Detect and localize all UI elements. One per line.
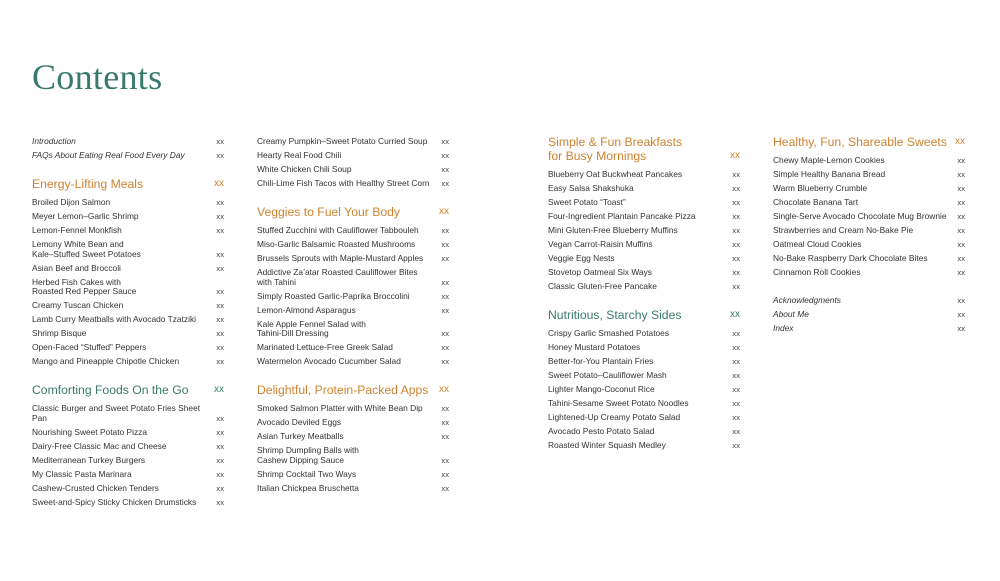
recipe-entry-title: Honey Mustard Potatoes	[548, 342, 641, 353]
page-number: xx	[732, 198, 740, 208]
page-number: xx	[732, 184, 740, 194]
section-title: Comforting Foods On the Go	[32, 382, 189, 397]
toc-entry	[773, 294, 965, 308]
recipe-entry-title: Italian Chickpea Bruschetta	[257, 482, 359, 493]
recipe-entry-title: Strawberries and Cream No-Bake Pie	[773, 225, 914, 236]
page-number: xx	[216, 343, 224, 353]
recipe-entry-title: Meyer Lemon–Garlic Shrimp	[32, 211, 139, 222]
page-number: xx	[216, 198, 224, 208]
page-number: xx	[441, 432, 449, 442]
recipe-entry-title: My Classic Pasta Marinara	[32, 468, 132, 479]
recipe-entry	[257, 238, 449, 252]
page-number: xx	[957, 156, 965, 166]
page-title: Contents	[32, 57, 163, 97]
recipe-entry	[257, 430, 449, 444]
recipe-entry-title: Crispy Garlic Smashed Potatoes	[548, 328, 670, 339]
page-number: xx	[216, 497, 224, 507]
section-page-number: xx	[730, 309, 740, 320]
page-number: xx	[957, 240, 965, 250]
recipe-entry-title: Watermelon Avocado Cucumber Salad	[257, 356, 401, 367]
toc-entry-title: About Me	[773, 309, 809, 320]
page-number: xx	[216, 226, 224, 236]
recipe-entry-title: Classic Gluten-Free Pancake	[548, 281, 657, 292]
recipe-entry-title: Lemony White Bean and Kale–Stuffed Sweet Potatoes	[32, 239, 141, 259]
page-number: xx	[441, 305, 449, 315]
recipe-entry	[548, 383, 740, 397]
section-heading	[32, 177, 224, 191]
recipe-entry	[548, 266, 740, 280]
page-number: xx	[957, 226, 965, 236]
page-number: xx	[216, 263, 224, 273]
recipe-entry	[773, 252, 965, 266]
recipe-entry	[257, 317, 449, 340]
toc-column-2	[257, 135, 449, 495]
section-title: Healthy, Fun, Shareable Sweets	[773, 135, 947, 149]
recipe-entry	[548, 238, 740, 252]
spacer	[773, 280, 965, 294]
section-title: Delightful, Protein-Packed Apps	[257, 382, 429, 397]
page-number: xx	[441, 240, 449, 250]
recipe-entry-title: Marinated Lettuce-Free Greek Salad	[257, 342, 393, 353]
page-number: xx	[957, 268, 965, 278]
recipe-entry-title: No-Bake Raspberry Dark Chocolate Bites	[773, 253, 928, 264]
page-number: xx	[216, 357, 224, 367]
page-number: xx	[216, 137, 224, 147]
recipe-entry-title: Addictive Za’atar Roasted Cauliflower Bites with Tahini	[257, 267, 418, 287]
page-number: xx	[957, 198, 965, 208]
page-number: xx	[441, 483, 449, 493]
recipe-entry	[773, 224, 965, 238]
recipe-entry	[32, 196, 224, 210]
recipe-entry	[32, 238, 224, 261]
toc-entry-title: Acknowledgments	[773, 295, 841, 306]
toc-entry-title: Chili-Lime Fish Tacos with Healthy Street Corn	[257, 178, 430, 189]
recipe-entry-title: Sweet Potato “Toast”	[548, 197, 626, 208]
section-heading	[257, 383, 449, 397]
recipe-entry	[548, 182, 740, 196]
section-heading	[32, 383, 224, 397]
recipe-entry	[548, 341, 740, 355]
recipe-entry	[548, 327, 740, 341]
toc-entry	[32, 135, 224, 149]
toc-entry	[257, 177, 449, 191]
page-number: xx	[441, 329, 449, 339]
recipe-entry	[32, 355, 224, 369]
recipe-entry-title: Sweet Potato–Cauliflower Mash	[548, 370, 667, 381]
page-number: xx	[957, 212, 965, 222]
page-number: xx	[216, 413, 224, 423]
toc-entry	[773, 322, 965, 336]
recipe-entry-title: Classic Burger and Sweet Potato Fries Sheet Pan	[32, 403, 201, 423]
page-number: xx	[732, 282, 740, 292]
recipe-entry	[548, 196, 740, 210]
recipe-entry-title: Asian Turkey Meatballs	[257, 431, 344, 442]
page-number: xx	[732, 226, 740, 236]
page-number: xx	[216, 212, 224, 222]
recipe-entry	[773, 210, 965, 224]
toc-entry	[773, 308, 965, 322]
recipe-entry-title: Shrimp Bisque	[32, 328, 87, 339]
recipe-entry-title: Mango and Pineapple Chipotle Chicken	[32, 356, 180, 367]
recipe-entry	[32, 425, 224, 439]
recipe-entry-title: Lemon-Fennel Monkfish	[32, 225, 122, 236]
recipe-entry	[548, 439, 740, 453]
section-title: Veggies to Fuel Your Body	[257, 205, 400, 219]
page-number: xx	[732, 441, 740, 451]
toc-column-1	[32, 135, 224, 509]
recipe-entry	[257, 402, 449, 416]
section-title: Energy-Lifting Meals	[32, 177, 144, 191]
recipe-entry-title: Single-Serve Avocado Chocolate Mug Brownie	[773, 211, 947, 222]
recipe-entry-title: Easy Salsa Shakshuka	[548, 183, 634, 194]
recipe-entry	[32, 299, 224, 313]
section-page-number: xx	[439, 206, 449, 217]
recipe-entry-title: Shrimp Cocktail Two Ways	[257, 468, 357, 479]
recipe-entry	[773, 182, 965, 196]
recipe-entry-title: Lamb Curry Meatballs with Avocado Tzatziki	[32, 314, 197, 325]
page-number: xx	[732, 240, 740, 250]
recipe-entry	[773, 154, 965, 168]
page-number: xx	[957, 170, 965, 180]
page-number: xx	[216, 315, 224, 325]
page-number: xx	[441, 357, 449, 367]
page-number: xx	[441, 418, 449, 428]
page-number: xx	[732, 268, 740, 278]
page-number: xx	[957, 296, 965, 306]
recipe-entry	[32, 481, 224, 495]
recipe-entry	[257, 481, 449, 495]
recipe-entry	[32, 495, 224, 509]
recipe-entry-title: Lemon-Almond Asparagus	[257, 304, 356, 315]
recipe-entry-title: Smoked Salmon Platter with White Bean Dip	[257, 403, 423, 414]
recipe-entry	[32, 341, 224, 355]
recipe-entry-title: Cashew-Crusted Chicken Tenders	[32, 482, 159, 493]
recipe-entry-title: Blueberry Oat Buckwheat Pancakes	[548, 169, 683, 180]
recipe-entry	[548, 397, 740, 411]
page-number: xx	[732, 329, 740, 339]
recipe-entry-title: Chocolate Banana Tart	[773, 197, 859, 208]
recipe-entry	[257, 303, 449, 317]
toc-entry	[32, 149, 224, 163]
recipe-entry	[548, 355, 740, 369]
section-heading	[773, 135, 965, 149]
toc-entry	[257, 149, 449, 163]
page-number: xx	[441, 151, 449, 161]
recipe-entry-title: Kale Apple Fennel Salad with Tahini-Dill Dressing	[257, 318, 366, 339]
recipe-entry	[773, 196, 965, 210]
page-number: xx	[216, 483, 224, 493]
recipe-entry-title: Simply Roasted Garlic-Paprika Broccolini	[257, 290, 410, 301]
page-number: xx	[216, 427, 224, 437]
recipe-entry	[32, 402, 224, 425]
page-number: xx	[216, 151, 224, 161]
recipe-entry-title: Vegan Carrot-Raisin Muffins	[548, 239, 653, 250]
recipe-entry	[32, 467, 224, 481]
page-number: xx	[732, 343, 740, 353]
recipe-entry	[257, 266, 449, 289]
section-page-number: xx	[214, 383, 224, 395]
page-number: xx	[216, 455, 224, 465]
recipe-entry-title: Dairy-Free Classic Mac and Cheese	[32, 440, 167, 451]
recipe-entry	[32, 453, 224, 467]
recipe-entry	[548, 369, 740, 383]
toc-entry-title: White Chicken Chili Soup	[257, 164, 352, 175]
recipe-entry-title: Roasted Winter Squash Medley	[548, 440, 666, 451]
recipe-entry	[32, 210, 224, 224]
recipe-entry	[257, 289, 449, 303]
page-number: xx	[957, 184, 965, 194]
page-number: xx	[216, 441, 224, 451]
page-number: xx	[957, 254, 965, 264]
toc-entry-title: Introduction	[32, 136, 76, 147]
recipe-entry-title: Herbed Fish Cakes with Roasted Red Pepper Sauce	[32, 276, 137, 297]
recipe-entry-title: Four-Ingredient Plantain Pancake Pizza	[548, 211, 696, 222]
recipe-entry	[257, 444, 449, 467]
recipe-entry-title: Stuffed Zucchini with Cauliflower Tabbouleh	[257, 225, 419, 236]
page-number: xx	[732, 254, 740, 264]
page-number: xx	[216, 469, 224, 479]
recipe-entry-title: Stovetop Oatmeal Six Ways	[548, 267, 652, 278]
recipe-entry	[773, 266, 965, 280]
recipe-entry	[548, 224, 740, 238]
recipe-entry	[548, 168, 740, 182]
page-number: xx	[732, 427, 740, 437]
page-number: xx	[441, 277, 449, 287]
recipe-entry	[32, 327, 224, 341]
recipe-entry	[548, 210, 740, 224]
toc-entry	[257, 163, 449, 177]
recipe-entry-title: Open-Faced “Stuffed” Peppers	[32, 342, 147, 353]
recipe-entry	[548, 411, 740, 425]
page-number: xx	[216, 301, 224, 311]
toc-entry-title: Index	[773, 323, 794, 334]
section-page-number: xx	[955, 136, 965, 147]
recipe-entry-title: Chewy Maple-Lemon Cookies	[773, 155, 885, 166]
toc-entry-title: Creamy Pumpkin–Sweet Potato Curried Soup	[257, 136, 428, 147]
section-heading	[257, 205, 449, 219]
recipe-entry-title: Miso-Garlic Balsamic Roasted Mushrooms	[257, 239, 416, 250]
page-number: xx	[732, 413, 740, 423]
recipe-entry-title: Shrimp Dumpling Balls with Cashew Dipping Sauce	[257, 445, 359, 465]
recipe-entry-title: Avocado Deviled Eggs	[257, 417, 342, 428]
page-number: xx	[441, 455, 449, 465]
page-number: xx	[441, 404, 449, 414]
page-number: xx	[732, 170, 740, 180]
recipe-entry-title: Asian Beef and Broccoli	[32, 262, 121, 273]
toc-entry-title: Hearty Real Food Chili	[257, 150, 342, 161]
page-number: xx	[441, 343, 449, 353]
recipe-entry-title: Creamy Tuscan Chicken	[32, 300, 124, 311]
page-number: xx	[732, 371, 740, 381]
page-number: xx	[441, 254, 449, 264]
recipe-entry	[32, 261, 224, 275]
section-page-number: xx	[214, 178, 224, 189]
section-title: Nutritious, Starchy Sides	[548, 308, 682, 322]
recipe-entry	[548, 252, 740, 266]
recipe-entry	[257, 467, 449, 481]
toc-column-4	[773, 135, 965, 336]
recipe-entry-title: Simple Healthy Banana Bread	[773, 169, 886, 180]
recipe-entry	[773, 238, 965, 252]
recipe-entry-title: Mini Gluten-Free Blueberry Muffins	[548, 225, 678, 236]
section-page-number: xx	[439, 383, 449, 395]
page-number: xx	[732, 385, 740, 395]
page-number: xx	[441, 179, 449, 189]
recipe-entry-title: Cinnamon Roll Cookies	[773, 267, 861, 278]
page-number: xx	[732, 357, 740, 367]
recipe-entry-title: Brussels Sprouts with Maple-Mustard Apples	[257, 253, 424, 264]
recipe-entry-title: Sweet-and-Spicy Sticky Chicken Drumsticks	[32, 496, 197, 507]
recipe-entry	[257, 252, 449, 266]
recipe-entry	[32, 275, 224, 298]
section-page-number: xx	[730, 150, 740, 161]
recipe-entry-title: Avocado Pesto Potato Salad	[548, 426, 655, 437]
recipe-entry-title: Mediterranean Turkey Burgers	[32, 454, 146, 465]
recipe-entry-title: Lighter Mango-Coconut Rice	[548, 384, 655, 395]
section-heading	[548, 135, 740, 163]
recipe-entry	[548, 280, 740, 294]
recipe-entry	[773, 168, 965, 182]
page-number: xx	[732, 212, 740, 222]
toc-column-3	[548, 135, 740, 453]
page-number: xx	[957, 310, 965, 320]
recipe-entry	[257, 224, 449, 238]
recipe-entry	[32, 313, 224, 327]
page-number: xx	[216, 287, 224, 297]
toc-entry-title: FAQs About Eating Real Food Every Day	[32, 150, 185, 161]
recipe-entry	[257, 416, 449, 430]
page-number: xx	[732, 399, 740, 409]
recipe-entry-title: Nourishing Sweet Potato Pizza	[32, 426, 147, 437]
page-number: xx	[441, 291, 449, 301]
page-number: xx	[216, 249, 224, 259]
page-number: xx	[441, 165, 449, 175]
page-number: xx	[957, 324, 965, 334]
recipe-entry	[32, 439, 224, 453]
page-number: xx	[441, 226, 449, 236]
recipe-entry	[548, 425, 740, 439]
page-number: xx	[216, 329, 224, 339]
recipe-entry	[32, 224, 224, 238]
recipe-entry	[257, 355, 449, 369]
recipe-entry-title: Better-for-You Plantain Fries	[548, 356, 654, 367]
recipe-entry-title: Warm Blueberry Crumble	[773, 183, 868, 194]
toc-entry	[257, 135, 449, 149]
recipe-entry-title: Broiled Dijon Salmon	[32, 197, 111, 208]
recipe-entry-title: Tahini-Sesame Sweet Potato Noodles	[548, 398, 689, 409]
section-title: Simple & Fun Breakfasts for Busy Mornings	[548, 135, 683, 163]
recipe-entry-title: Veggie Egg Nests	[548, 253, 615, 264]
recipe-entry-title: Oatmeal Cloud Cookies	[773, 239, 862, 250]
section-heading	[548, 308, 740, 322]
recipe-entry	[257, 341, 449, 355]
page-number: xx	[441, 137, 449, 147]
page-number: xx	[441, 469, 449, 479]
recipe-entry-title: Lightened-Up Creamy Potato Salad	[548, 412, 681, 423]
